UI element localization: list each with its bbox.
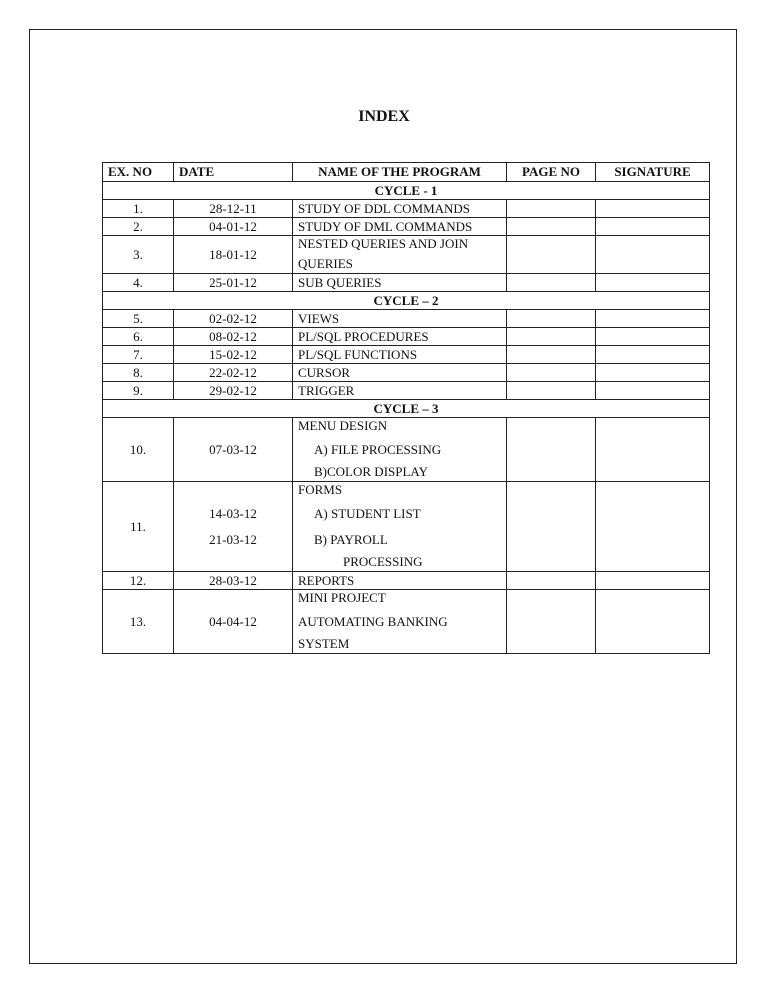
program-name-line: A) FILE PROCESSING	[314, 442, 442, 457]
program-name-line: MENU DESIGN	[298, 418, 388, 433]
page-no-cell	[507, 236, 596, 274]
header-date: DATE	[174, 163, 293, 182]
table-row	[103, 200, 710, 218]
program-name: CURSOR	[293, 364, 507, 382]
ex-no: 3.	[103, 236, 174, 274]
program-name: TRIGGER	[293, 382, 507, 400]
date: 04-04-12	[174, 590, 293, 654]
program-name	[293, 418, 507, 482]
page-no-cell	[507, 346, 596, 364]
cycle-row	[103, 292, 710, 310]
signature-cell	[596, 328, 710, 346]
signature-cell	[596, 218, 710, 236]
program-name: REPORTS	[293, 572, 507, 590]
signature-cell	[596, 346, 710, 364]
page-no-cell	[507, 274, 596, 292]
ex-no: 13.	[103, 590, 174, 654]
table-row	[103, 328, 710, 346]
program-name	[293, 590, 507, 654]
ex-no: 8.	[103, 364, 174, 382]
table-row	[103, 590, 710, 654]
ex-no: 4.	[103, 274, 174, 292]
date: 22-02-12	[174, 364, 293, 382]
program-name-line: QUERIES	[298, 256, 353, 271]
date: 08-02-12	[174, 328, 293, 346]
program-name: SUB QUERIES	[293, 274, 507, 292]
table-row	[103, 418, 710, 482]
page-no-cell	[507, 572, 596, 590]
program-name-line: AUTOMATING BANKING	[298, 614, 448, 629]
program-name-line: B) PAYROLL	[314, 532, 388, 547]
table-row	[103, 572, 710, 590]
program-name: PL/SQL PROCEDURES	[293, 328, 507, 346]
date: 29-02-12	[174, 382, 293, 400]
signature-cell	[596, 482, 710, 572]
cycle-row	[103, 400, 710, 418]
signature-cell	[596, 274, 710, 292]
ex-no: 11.	[103, 482, 174, 572]
date: 07-03-12	[174, 418, 293, 482]
program-name-line: MINI PROJECT	[298, 590, 386, 605]
ex-no: 2.	[103, 218, 174, 236]
program-name-line: PROCESSING	[343, 554, 423, 569]
header-row	[103, 163, 710, 182]
table-row	[103, 346, 710, 364]
page-no-cell	[507, 328, 596, 346]
page-no-cell	[507, 418, 596, 482]
header-signature: SIGNATURE	[596, 163, 710, 182]
signature-cell	[596, 418, 710, 482]
date-line: 14-03-12	[209, 505, 257, 521]
signature-cell	[596, 572, 710, 590]
program-name: STUDY OF DML COMMANDS	[293, 218, 507, 236]
cycle-row	[103, 182, 710, 200]
table-row	[103, 218, 710, 236]
date: 25-01-12	[174, 274, 293, 292]
ex-no: 5.	[103, 310, 174, 328]
header-ex-no: EX. NO	[103, 163, 174, 182]
ex-no: 6.	[103, 328, 174, 346]
page-no-cell	[507, 482, 596, 572]
ex-no: 12.	[103, 572, 174, 590]
ex-no: 9.	[103, 382, 174, 400]
table-row	[103, 236, 710, 274]
table-row	[103, 364, 710, 382]
signature-cell	[596, 310, 710, 328]
date: 28-12-11	[174, 200, 293, 218]
program-name-line: NESTED QUERIES AND JOIN	[298, 236, 469, 251]
signature-cell	[596, 382, 710, 400]
signature-cell	[596, 364, 710, 382]
program-name: STUDY OF DDL COMMANDS	[293, 200, 507, 218]
page-no-cell	[507, 590, 596, 654]
table-row	[103, 482, 710, 572]
page-no-cell	[507, 218, 596, 236]
date: 15-02-12	[174, 346, 293, 364]
date: 02-02-12	[174, 310, 293, 328]
signature-cell	[596, 236, 710, 274]
page-title: INDEX	[358, 108, 410, 125]
table-row	[103, 274, 710, 292]
program-name: PL/SQL FUNCTIONS	[293, 346, 507, 364]
signature-cell	[596, 200, 710, 218]
table-row	[103, 382, 710, 400]
header-name: NAME OF THE PROGRAM	[293, 163, 507, 182]
header-page-no: PAGE NO	[507, 163, 596, 182]
date: 28-03-12	[174, 572, 293, 590]
program-name-line: A) STUDENT LIST	[314, 506, 421, 521]
program-name	[293, 482, 507, 572]
program-name-line: SYSTEM	[298, 636, 350, 651]
signature-cell	[596, 590, 710, 654]
date-line: 21-03-12	[209, 531, 257, 547]
ex-no: 7.	[103, 346, 174, 364]
cycle-label: CYCLE – 2	[103, 292, 710, 310]
cycle-label: CYCLE - 1	[103, 182, 710, 200]
page-no-cell	[507, 382, 596, 400]
program-name: VIEWS	[293, 310, 507, 328]
program-name-line: FORMS	[298, 482, 343, 497]
table-row	[103, 310, 710, 328]
date	[174, 482, 293, 572]
page-no-cell	[507, 310, 596, 328]
ex-no: 1.	[103, 200, 174, 218]
cycle-label: CYCLE – 3	[103, 400, 710, 418]
page-no-cell	[507, 200, 596, 218]
page-no-cell	[507, 364, 596, 382]
program-name-line: B)COLOR DISPLAY	[314, 464, 429, 479]
date: 04-01-12	[174, 218, 293, 236]
program-name	[293, 236, 507, 274]
index-table	[102, 162, 710, 654]
date: 18-01-12	[174, 236, 293, 274]
ex-no: 10.	[103, 418, 174, 482]
